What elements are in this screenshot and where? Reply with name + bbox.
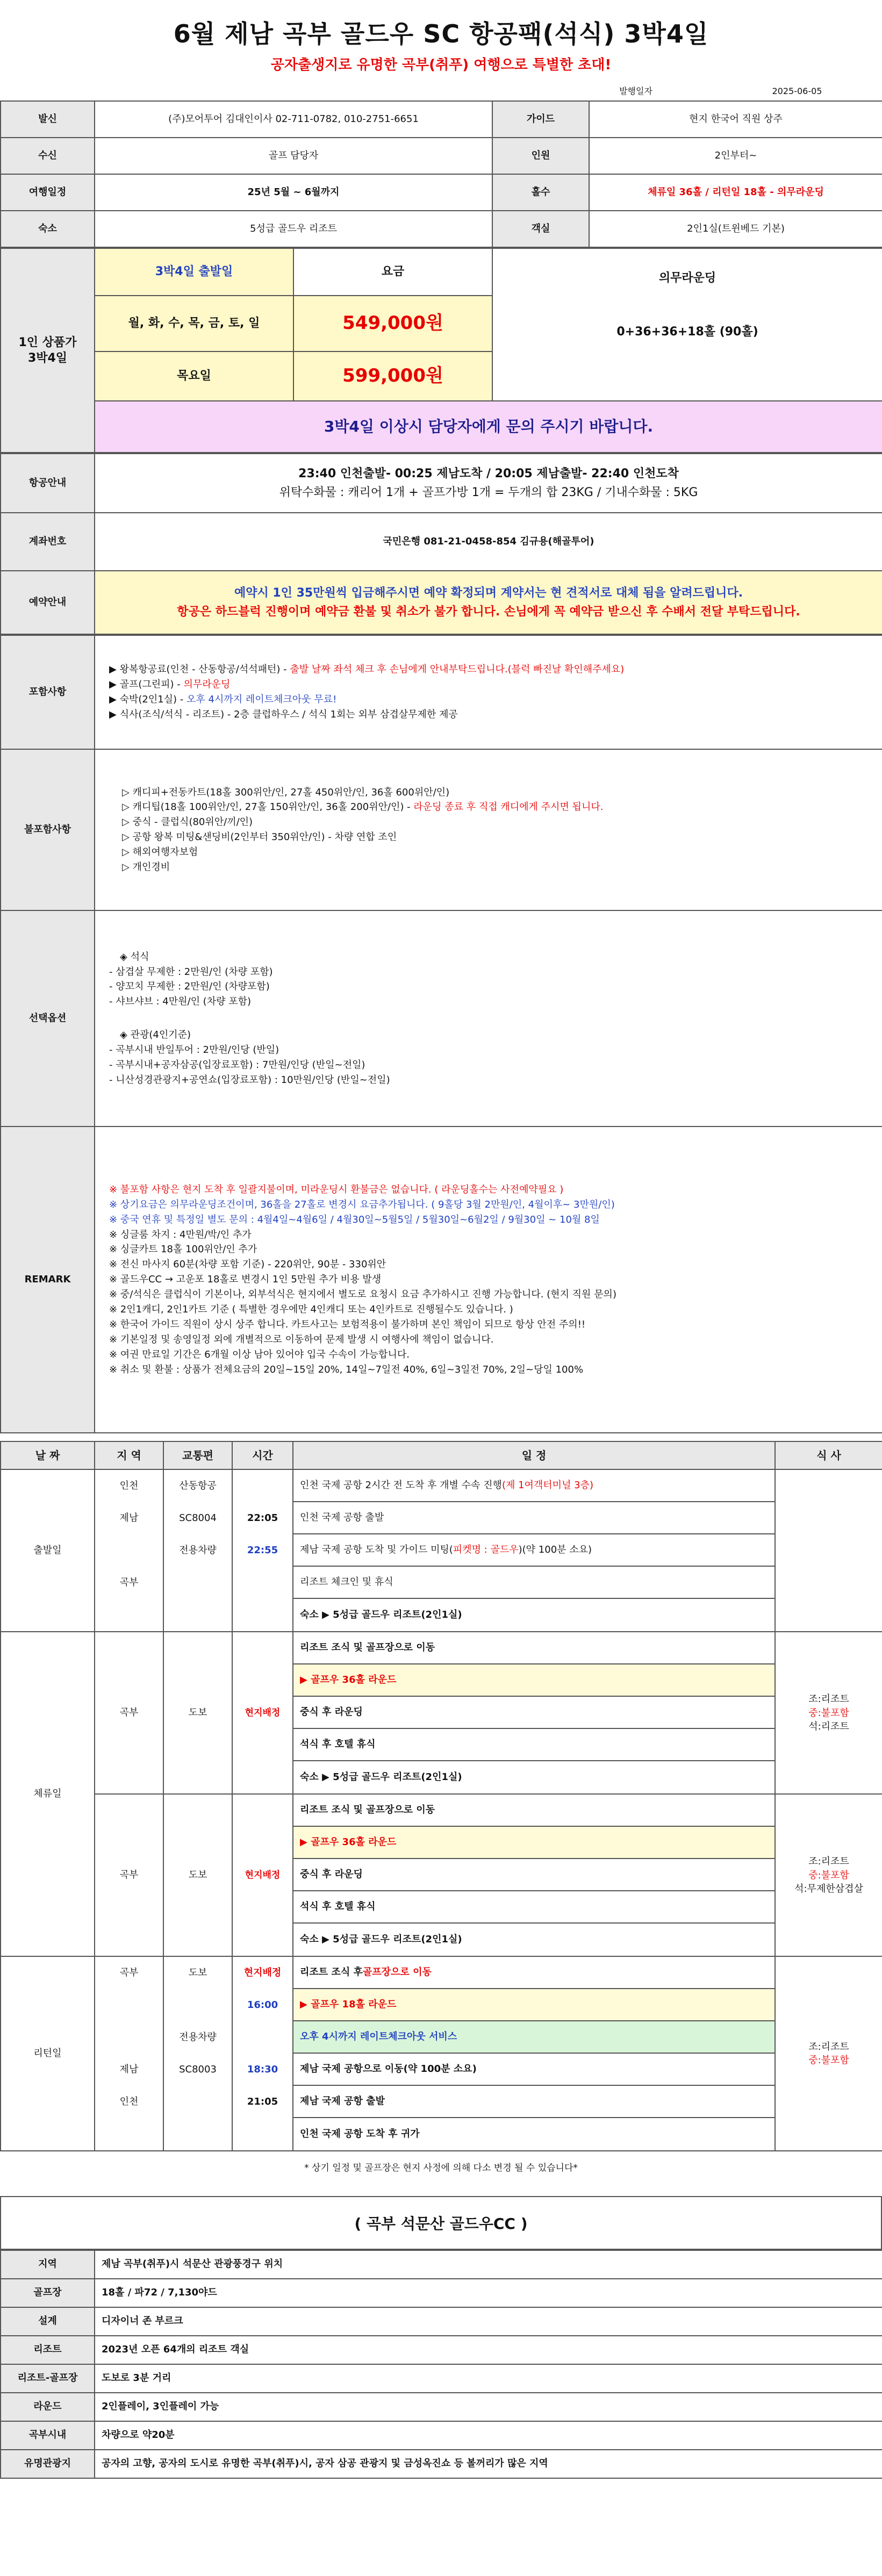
course-row — [1, 2307, 882, 2336]
include-label: 포함사항 — [1, 635, 95, 749]
day1-region: 인천 — [119, 1480, 139, 1492]
day4-transport-item: 전용차량 — [179, 2032, 217, 2043]
holes-value: 체류일 36홀 / 리턴일 18홀 - 의무라운딩 — [589, 174, 882, 211]
day3-event: 석식 후 호텔 휴식 — [293, 1891, 775, 1924]
day1-region — [95, 1534, 163, 1567]
account-value: 국민은행 081-21-0458-854 김규용(해골투어) — [95, 513, 882, 571]
include-item-blue: 오후 4시까지 레이트체크아웃 무료! — [187, 694, 337, 706]
day3-time: 현지배정 — [232, 1794, 293, 1956]
day3-meal: 석:무제한삼겹살 — [794, 1883, 863, 1895]
day1-time: 22:55 — [247, 1545, 278, 1556]
course-value: 디자이너 존 부르크 — [95, 2307, 882, 2336]
day1-region: 곡부 — [119, 1577, 139, 1589]
day4-time: 21:05 — [247, 2096, 278, 2108]
day2-transport: 도보 — [163, 1632, 232, 1794]
day3-meal: 조:리조트 — [808, 1856, 849, 1868]
day4-event-text: 리조트 조식 후 — [300, 1967, 363, 1978]
option-g2 — [109, 1043, 868, 1088]
day1-event-text: 제남 국제 공항 도착 및 가이드 미팅( — [300, 1544, 453, 1556]
day1-time — [233, 1599, 292, 1631]
day1-time — [233, 1567, 292, 1599]
day2-event: ▶ 골프우 36홀 라운드 — [293, 1664, 775, 1697]
exclude-label: 불포함사항 — [1, 749, 95, 910]
remark-item: ※ 골드우CC → 고운포 18홀로 변경시 1인 5만원 추가 비용 발생 — [109, 1274, 382, 1286]
day1-regions — [95, 1469, 163, 1632]
day1-event — [293, 1534, 775, 1567]
row2-price: 599,000원 — [293, 351, 492, 401]
issue-date-value: 2025-06-05 — [772, 86, 822, 97]
reserve-line2: 항공은 하드블럭 진행이며 예약금 환불 및 취소가 불가 합니다. 손님에게 꼭 예약금 받으신 후 수배서 전달 부탁드립니다. — [177, 605, 800, 619]
day4-event — [293, 2086, 775, 2118]
course-row — [1, 2450, 882, 2478]
day1-events — [293, 1469, 775, 1632]
issue-date-row — [0, 82, 882, 101]
day1-transport-item — [164, 1599, 232, 1631]
day2-meals — [775, 1632, 882, 1794]
option-item: - 삼겹살 무제한 : 2만원/인 (차량 포함) — [109, 966, 273, 978]
course-value: 2023년 오픈 64개의 리조트 객실 — [95, 2336, 882, 2364]
row1-days: 월, 화, 수, 목, 금, 토, 일 — [95, 296, 293, 351]
remark-item: ※ 한국어 가이드 직원이 상시 상주 합니다. 카트사고는 보험적용이 불가하며 본인 책임이 되므로 항상 안전 주의!! — [109, 1318, 586, 1330]
day4-transport-item — [164, 2086, 232, 2118]
course-key: 라운드 — [1, 2393, 95, 2421]
stay-label: 체류일 — [1, 1632, 95, 1956]
day4-regions — [95, 1956, 163, 2151]
notice-table — [0, 453, 882, 635]
option-item: - 곡부시내 반일투어 : 2만원/인당 (반일) — [109, 1044, 279, 1056]
exclude-item-text: ▷ 개인경비 — [122, 861, 170, 873]
course-value: 차량으로 약20분 — [95, 2421, 882, 2450]
flight-line1: 23:40 인천출발- 00:25 제남도착 / 20:05 제남출발- 22:40 인천도착 — [298, 467, 679, 480]
day2-meal: 석:리조트 — [808, 1720, 849, 1732]
day1-event — [293, 1502, 775, 1534]
exclude-list — [95, 749, 882, 910]
day3-event: ▶ 골프우 36홀 라운드 — [293, 1827, 775, 1859]
receiver-value: 골프 담당자 — [95, 138, 492, 174]
exclude-item — [122, 845, 868, 860]
include-list — [95, 635, 882, 749]
option-g1-title: ◈ 석식 — [120, 951, 149, 963]
day4-region: 곡부 — [119, 1967, 139, 1979]
guide-label: 가이드 — [492, 101, 589, 138]
course-value: 공자의 고향, 공자의 도시로 유명한 곡부(취푸)시, 공자 삼공 관광지 및 금성옥진쇼 등 볼꺼리가 많은 지역 — [95, 2450, 882, 2478]
option-label: 선택옵션 — [1, 910, 95, 1126]
plan-header-text: 3박4일 출발일 — [155, 265, 233, 279]
day2-meal: 조:리조트 — [808, 1694, 849, 1705]
day3-meal: 중:불포함 — [808, 1869, 849, 1881]
guide-value: 현지 한국어 직원 상주 — [589, 101, 882, 138]
price-banner: 3박4일 이상시 담당자에게 문의 주시기 바랍니다. — [95, 401, 882, 453]
schedule-header-cell: 지 역 — [95, 1441, 163, 1469]
must-round-header: 의무라운딩 — [658, 271, 716, 285]
price-label: 1인 상품가 3박4일 — [1, 248, 95, 453]
day1-event-text: 숙소 ▶ 5성급 골드우 리조트(2인1실) — [300, 1609, 462, 1621]
day4-event-text: 제남 국제 공항 출발 — [300, 2096, 385, 2107]
course-key: 유명관광지 — [1, 2450, 95, 2478]
day1-event-red: 피켓명 : 골드우 — [453, 1544, 519, 1556]
course-value: 2인플레이, 3인플레이 가능 — [95, 2393, 882, 2421]
day4-meal: 중:불포함 — [808, 2055, 849, 2066]
day4-region — [95, 2118, 163, 2150]
remark-item: ※ 기본일정 및 송영일정 외에 개별적으로 이동하여 문제 발생 시 여행사에 책임이 없습니다. — [109, 1333, 494, 1345]
include-item-text: ▶ 숙박(2인1실) - — [109, 694, 187, 706]
course-row — [1, 2250, 882, 2279]
day4-transport — [163, 1956, 232, 2151]
day1-event-text: 리조트 체크인 및 휴식 — [300, 1576, 393, 1588]
exclude-item — [122, 860, 868, 875]
day4-region — [95, 1989, 163, 2021]
option-g2-title: ◈ 관광(4인기준) — [120, 1029, 191, 1041]
day1-transport-item: 산동항공 — [179, 1480, 217, 1492]
course-key: 골프장 — [1, 2279, 95, 2307]
exclude-item-text: ▷ 중식 - 클럽식(80위안/끼/인) — [122, 816, 253, 828]
schedule-header-cell: 식 사 — [775, 1441, 882, 1469]
remark-item: ※ 불포함 사항은 현지 도착 후 일괄지불이며, 미라운딩시 환불금은 없습니다. ( 라운딩홀수는 사전예약필요 ) — [109, 1183, 564, 1195]
flight-label: 항공안내 — [1, 454, 95, 513]
info-table — [0, 101, 882, 248]
course-row — [1, 2336, 882, 2364]
day1-region — [95, 1599, 163, 1631]
course-title: ( 곡부 석문산 골드우CC ) — [0, 2196, 882, 2250]
day4-times — [232, 1956, 293, 2151]
remark-item: ※ 중국 연휴 및 특정일 별도 문의 : 4월4일~4월6일 / 4월30일~5월5일 / 5월30일~6월2일 / 9월30일 ~ 10월 8일 — [109, 1214, 600, 1225]
include-item — [109, 692, 868, 707]
period-value: 25년 5월 ~ 6월까지 — [95, 174, 492, 211]
row1-price: 549,000원 — [293, 296, 492, 351]
day4-event — [293, 1989, 775, 2021]
reserve-label: 예약안내 — [1, 571, 95, 634]
option-item: - 니산성경관광지+공연쇼(입장료포함) : 10만원/인당 (반일~전일) — [109, 1074, 390, 1086]
title-block — [0, 0, 882, 82]
course-key: 리조트-골프장 — [1, 2364, 95, 2393]
room-label: 객실 — [492, 211, 589, 247]
remark-item: ※ 전신 마사지 60분(차량 포함 기준) - 220위안, 90분 - 330위안 — [109, 1259, 386, 1271]
day2-event: 중식 후 라운딩 — [293, 1697, 775, 1729]
hotel-label: 숙소 — [1, 211, 95, 247]
exclude-item-text: ▷ 캐디팁(18홀 100위안/인, 27홀 150위안/인, 36홀 200위안/인) - — [122, 801, 414, 813]
day2-event: 숙소 ▶ 5성급 골드우 리조트(2인1실) — [300, 1771, 462, 1783]
remark-list — [95, 1126, 882, 1433]
day2-time: 현지배정 — [232, 1632, 293, 1794]
period-label: 여행일정 — [1, 174, 95, 211]
exclude-item — [122, 830, 868, 845]
schedule-table — [0, 1441, 882, 2151]
day4-time — [233, 2021, 292, 2054]
schedule-header-cell: 일 정 — [293, 1441, 775, 1469]
option-item: - 샤브샤브 : 4만원/인 (차량 포함) — [109, 996, 251, 1008]
course-row — [1, 2279, 882, 2307]
day3-event: 중식 후 라운딩 — [293, 1859, 775, 1891]
day4-event — [293, 1957, 775, 1989]
day1-event — [293, 1470, 775, 1502]
hotel-value: 5성급 골드우 리조트 — [95, 211, 492, 247]
day1-transport — [163, 1469, 232, 1632]
flight-cell — [95, 454, 882, 513]
day4-event-red: 골프장으로 이동 — [362, 1967, 432, 1978]
day1-event-red: (제 1여객터미널 3층) — [501, 1480, 594, 1491]
people-value: 2인부터~ — [589, 138, 882, 174]
schedule-header — [1, 1441, 882, 1469]
day1-event-text: 인천 국제 공항 2시간 전 도착 후 개별 수속 진행 — [300, 1480, 502, 1491]
day3-region: 곡부 — [95, 1794, 163, 1956]
course-value: 제남 곡부(취푸)시 석문산 관광풍경구 위치 — [95, 2250, 882, 2279]
day4-event-text: ▶ 골프우 18홀 라운드 — [300, 1999, 397, 2011]
day1-label: 출발일 — [1, 1469, 95, 1632]
row2-days: 목요일 — [95, 351, 293, 401]
include-item-red: 출발 날짜 좌석 체크 후 손님에게 안내부탁드립니다.(블럭 빠진날 확인해주세요) — [290, 664, 625, 676]
day4-transport-item — [164, 2118, 232, 2150]
day2-event: 리조트 조식 및 골프장으로 이동 — [293, 1632, 775, 1664]
exclude-item-text: ▷ 캐디피+전동카트(18홀 300위안/인, 27홀 450위안/인, 36홀 600위안/인) — [122, 786, 450, 798]
remark-item: ※ 중/석식은 클럽식이 기본이나, 외부석식은 현지에서 별도로 요청시 요금 추가하시고 진행 가능합니다. (현지 직원 문의) — [109, 1289, 616, 1301]
remark-item: ※ 싱글카트 18홀 100위안/인 추가 — [109, 1244, 257, 1255]
option-item: - 곡부시내+공자삼공(입장료포함) : 7만원/인당 (반일~전일) — [109, 1059, 365, 1071]
include-item — [109, 677, 868, 692]
course-key: 설계 — [1, 2307, 95, 2336]
day4-event-text: 오후 4시까지 레이트체크아웃 서비스 — [300, 2031, 457, 2043]
account-label: 계좌번호 — [1, 513, 95, 571]
day1-event-text2: )(약 100분 소요) — [518, 1544, 592, 1556]
day4-event — [293, 2054, 775, 2086]
day3-events — [293, 1794, 775, 1956]
day1-time: 22:05 — [247, 1512, 278, 1524]
remark-label: REMARK — [1, 1126, 95, 1433]
flight-line2: 위탁수화물 : 캐리어 1개 + 골프가방 1개 = 두개의 합 23KG / 기내수화물 : 5KG — [279, 486, 698, 500]
include-item-red: 의무라운딩 — [183, 679, 231, 691]
include-item — [109, 662, 868, 677]
exclude-item — [122, 785, 868, 800]
day1-time — [233, 1470, 292, 1502]
day1-event-text: 인천 국제 공항 출발 — [300, 1512, 384, 1524]
room-value: 2인1실(트윈베드 기본) — [589, 211, 882, 247]
schedule-header-cell: 시간 — [232, 1441, 293, 1469]
course-key: 리조트 — [1, 2336, 95, 2364]
day3-event: 리조트 조식 및 골프장으로 이동 — [293, 1795, 775, 1827]
day1-transport-item: SC8004 — [179, 1512, 217, 1524]
option-list — [95, 910, 882, 1126]
day4-region: 제남 — [119, 2064, 139, 2076]
day3-transport: 도보 — [163, 1794, 232, 1956]
day4-events — [293, 1956, 775, 2151]
day4-event-text: 제남 국제 공항으로 이동(약 100분 소요) — [300, 2063, 477, 2075]
people-label: 인원 — [492, 138, 589, 174]
day1-meals — [775, 1469, 882, 1632]
course-key: 지역 — [1, 2250, 95, 2279]
day1-transport-item: 전용차량 — [179, 1545, 217, 1556]
day4-label: 리턴일 — [1, 1956, 95, 2151]
option-item: - 양꼬치 무제한 : 2만원/인 (차량포함) — [109, 981, 270, 993]
exclude-item-text: ▷ 공항 왕복 미팅&샌딩비(2인부터 350위안/인) - 차량 연합 조인 — [122, 831, 397, 843]
day4-region — [95, 2021, 163, 2054]
receiver-label: 수신 — [1, 138, 95, 174]
day4-region: 인천 — [119, 2096, 139, 2108]
exclude-item-red: 라운딩 종료 후 직접 캐디에게 주시면 됩니다. — [413, 801, 604, 813]
day4-event — [293, 2021, 775, 2054]
day2-region: 곡부 — [95, 1632, 163, 1794]
day4-time: 18:30 — [247, 2064, 278, 2076]
exclude-item-text: ▷ 해외여행자보험 — [122, 846, 198, 858]
course-key: 곡부시내 — [1, 2421, 95, 2450]
day3-meals — [775, 1794, 882, 1956]
day4-transport-item — [164, 1989, 232, 2021]
page-title: 6월 제남 곡부 골드우 SC 항공팩(석식) 3박4일 — [173, 19, 709, 48]
day4-meals — [775, 1956, 882, 2151]
day4-time: 현지배정 — [243, 1967, 282, 1979]
remark-item: ※ 여권 만료일 기간은 6개월 이상 남아 있어야 입국 수속이 가능합니다. — [109, 1348, 410, 1360]
schedule-header-cell: 교통편 — [163, 1441, 232, 1469]
remark-item: ※ 상기요금은 의무라운딩조건이며, 36홀을 27홀로 변경시 요금추가됩니다. ( 9홀당 3월 2만원/인, 4월이후~ 3만원/인) — [109, 1199, 615, 1210]
course-row — [1, 2364, 882, 2393]
day1-times — [232, 1469, 293, 1632]
holes-label: 홀수 — [492, 174, 589, 211]
include-item — [109, 707, 868, 722]
sender-value: (주)모어투어 김대인이사 02-711-0782, 010-2751-6651 — [95, 101, 492, 138]
day4-transport-item: 도보 — [188, 1967, 207, 1979]
day4-event — [293, 2118, 775, 2150]
day4-time — [233, 2118, 292, 2150]
page-subtitle: 공자출생지로 유명한 곡부(취푸) 여행으로 특별한 초대! — [270, 57, 612, 74]
day4-transport-item: SC8003 — [179, 2064, 217, 2076]
course-row — [1, 2421, 882, 2450]
price-table — [0, 248, 882, 453]
include-item-text: ▶ 골프(그린피) - — [109, 679, 184, 691]
day4-meal: 조:리조트 — [808, 2041, 849, 2053]
issue-date-label: 발행일자 — [619, 86, 652, 97]
remark-item: ※ 2인1캐디, 2인1카트 기준 ( 특별한 경우에만 4인캐디 또는 4인카트로 진행될수도 있습니다. ) — [109, 1304, 513, 1316]
reserve-line1: 예약시 1인 35만원씩 입금해주시면 예약 확정되며 계약서는 현 견적서로 대체 됨을 알려드립니다. — [234, 586, 743, 600]
exclude-item — [122, 800, 868, 815]
day1-event — [293, 1567, 775, 1599]
reserve-cell — [95, 571, 882, 634]
day1-event — [293, 1599, 775, 1631]
include-item-text: ▶ 식사(조식/석식 - 리조트) - 2층 클럽하우스 / 석식 1회는 외부 삼겹살무제한 제공 — [109, 709, 458, 721]
day1-region: 제남 — [119, 1512, 139, 1524]
sender-label: 발신 — [1, 101, 95, 138]
details-table — [0, 635, 882, 1433]
day1-transport-item — [164, 1567, 232, 1599]
day2-event: 석식 후 호텔 휴식 — [293, 1729, 775, 1761]
course-value: 18홀 / 파72 / 7,130야드 — [95, 2279, 882, 2307]
course-value: 도보로 3분 거리 — [95, 2364, 882, 2393]
exclude-item — [122, 815, 868, 830]
day2-meal: 중:불포함 — [808, 1707, 849, 1719]
must-round-value: 0+36+36+18홀 (90홀) — [616, 325, 758, 339]
course-row — [1, 2393, 882, 2421]
fee-header: 요금 — [293, 248, 492, 296]
day2-events — [293, 1632, 775, 1794]
day4-time: 16:00 — [247, 1999, 278, 2011]
remark-item: ※ 취소 및 환불 : 상품가 전체요금의 20일~15일 20%, 14일~7일전 40%, 6일~3일전 70%, 2일~당일 100% — [109, 1364, 584, 1375]
course-table — [0, 2250, 882, 2479]
schedule-header-cell: 날 짜 — [1, 1441, 95, 1469]
include-item-text: ▶ 왕복항공료(인천 - 산동항공/석석패턴) - — [109, 664, 290, 676]
schedule-note: * 상기 일정 및 골프장은 현지 사정에 의해 다소 변경 될 수 있습니다* — [304, 2163, 578, 2174]
option-g1 — [109, 965, 868, 1010]
must-round-cell — [492, 248, 882, 401]
day3-event: 숙소 ▶ 5성급 골드우 리조트(2인1실) — [300, 1934, 462, 1946]
plan-header — [95, 248, 293, 296]
remark-item: ※ 싱글룸 차지 : 4만원/박/인 추가 — [109, 1229, 252, 1240]
day4-event-text: 인천 국제 공항 도착 후 귀가 — [300, 2128, 420, 2140]
